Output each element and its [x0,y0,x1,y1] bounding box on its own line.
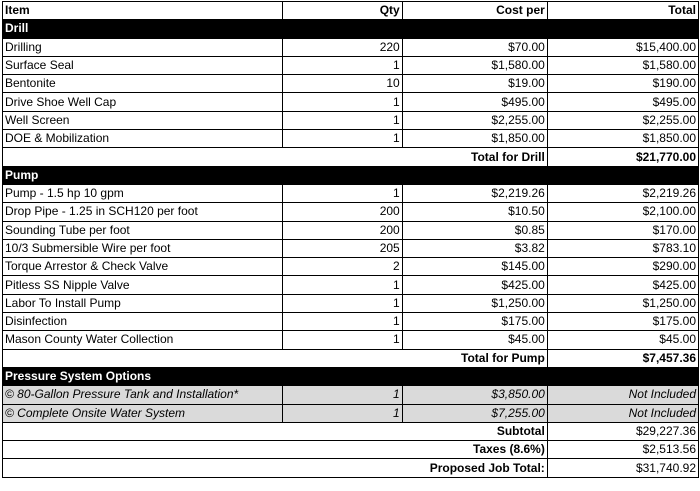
table-row [3,221,699,239]
item-cell: Disinfection [3,313,283,331]
item-cell: © 80-Gallon Pressure Tank and Installation* [3,386,283,404]
section-title: Pump [3,166,699,184]
table-row [3,93,699,111]
total-cell: $783.10 [547,239,698,257]
cost-cell: $2,219.26 [402,184,547,202]
item-cell: Drilling [3,38,283,56]
section-total-label: Total for Pump [3,349,548,367]
qty-cell: 1 [283,331,403,349]
header-row [3,2,699,20]
total-cell: $190.00 [547,75,698,93]
qty-cell: 205 [283,239,403,257]
header-qty: Qty [283,2,403,20]
item-cell: Well Screen [3,111,283,129]
proposed-total-value: $31,740.92 [547,459,698,477]
qty-cell: 2 [283,258,403,276]
item-cell: Labor To Install Pump [3,294,283,312]
total-cell: Not Included [547,404,698,422]
section-title: Pressure System Options [3,367,699,385]
item-cell: Sounding Tube per foot [3,221,283,239]
subtotal-row [3,422,699,440]
section-options [3,367,699,385]
cost-cell: $175.00 [402,313,547,331]
qty-cell: 200 [283,203,403,221]
taxes-label: Taxes (8.6%) [3,441,548,459]
total-cell: $2,255.00 [547,111,698,129]
cost-cell: $7,255.00 [402,404,547,422]
cost-cell: $10.50 [402,203,547,221]
cost-cell: $145.00 [402,258,547,276]
item-cell: Drive Shoe Well Cap [3,93,283,111]
cost-cell: $1,850.00 [402,130,547,148]
item-cell: Surface Seal [3,56,283,74]
cost-cell: $3,850.00 [402,386,547,404]
subtotal-value: $29,227.36 [547,422,698,440]
item-cell: DOE & Mobilization [3,130,283,148]
qty-cell: 1 [283,404,403,422]
total-cell: $495.00 [547,93,698,111]
qty-cell: 1 [283,276,403,294]
subtotal-label: Subtotal [3,422,548,440]
table-row [3,239,699,257]
total-cell: $2,219.26 [547,184,698,202]
taxes-row [3,441,699,459]
section-total-value: $21,770.00 [547,148,698,166]
qty-cell: 1 [283,111,403,129]
proposed-total-label: Proposed Job Total: [3,459,548,477]
total-cell: $2,100.00 [547,203,698,221]
estimate-table [2,1,699,478]
table-row [3,75,699,93]
total-cell: $15,400.00 [547,38,698,56]
header-total: Total [547,2,698,20]
qty-cell: 1 [283,184,403,202]
header-item: Item [3,2,283,20]
table-row [3,56,699,74]
item-cell: Pitless SS Nipple Valve [3,276,283,294]
section-total-label: Total for Drill [3,148,548,166]
total-cell: $45.00 [547,331,698,349]
item-cell: Pump - 1.5 hp 10 gpm [3,184,283,202]
proposed-total-row [3,459,699,477]
taxes-value: $2,513.56 [547,441,698,459]
qty-cell: 200 [283,221,403,239]
table-row [3,111,699,129]
section-total-value: $7,457.36 [547,349,698,367]
table-row [3,331,699,349]
total-cell: $290.00 [547,258,698,276]
item-cell: Drop Pipe - 1.25 in SCH120 per foot [3,203,283,221]
table-row [3,258,699,276]
total-cell: $170.00 [547,221,698,239]
cost-cell: $495.00 [402,93,547,111]
option-row [3,404,699,422]
cost-cell: $1,250.00 [402,294,547,312]
total-cell: $425.00 [547,276,698,294]
section-pump [3,166,699,184]
cost-cell: $2,255.00 [402,111,547,129]
section-total-row [3,349,699,367]
cost-cell: $3.82 [402,239,547,257]
section-drill [3,20,699,38]
total-cell: $175.00 [547,313,698,331]
item-cell: Mason County Water Collection [3,331,283,349]
item-cell: Bentonite [3,75,283,93]
total-cell: $1,580.00 [547,56,698,74]
table-row [3,184,699,202]
qty-cell: 1 [283,93,403,111]
cost-cell: $425.00 [402,276,547,294]
section-title: Drill [3,20,699,38]
qty-cell: 1 [283,130,403,148]
qty-cell: 1 [283,56,403,74]
total-cell: $1,250.00 [547,294,698,312]
qty-cell: 1 [283,313,403,331]
cost-cell: $70.00 [402,38,547,56]
total-cell: $1,850.00 [547,130,698,148]
cost-cell: $45.00 [402,331,547,349]
item-cell: 10/3 Submersible Wire per foot [3,239,283,257]
qty-cell: 1 [283,386,403,404]
item-cell: Torque Arrestor & Check Valve [3,258,283,276]
cost-cell: $0.85 [402,221,547,239]
total-cell: Not Included [547,386,698,404]
table-row [3,203,699,221]
header-cost: Cost per [402,2,547,20]
table-row [3,38,699,56]
cost-cell: $19.00 [402,75,547,93]
section-total-row [3,148,699,166]
qty-cell: 220 [283,38,403,56]
option-row [3,386,699,404]
table-row [3,313,699,331]
table-row [3,276,699,294]
qty-cell: 1 [283,294,403,312]
item-cell: © Complete Onsite Water System [3,404,283,422]
table-row [3,294,699,312]
cost-cell: $1,580.00 [402,56,547,74]
qty-cell: 10 [283,75,403,93]
table-row [3,130,699,148]
